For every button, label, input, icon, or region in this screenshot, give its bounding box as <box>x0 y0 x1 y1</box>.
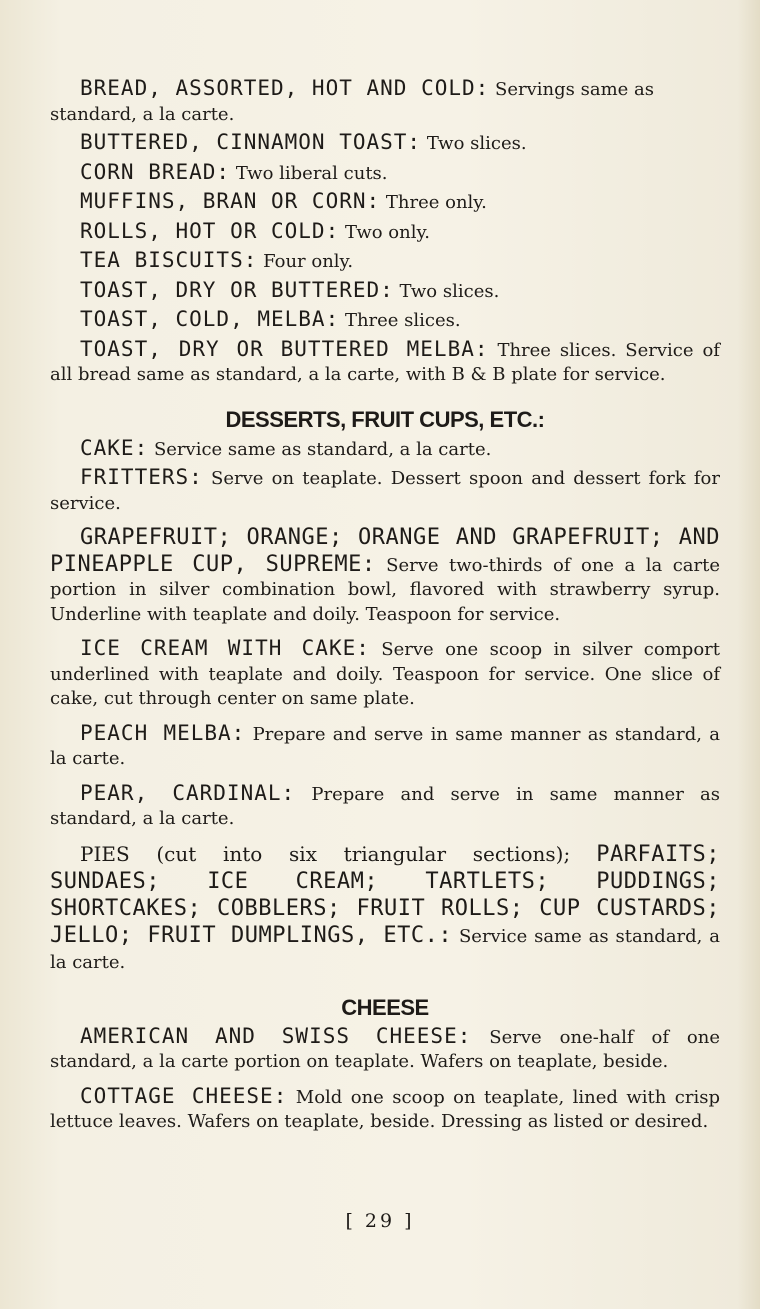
bread-entry <box>50 76 720 127</box>
bread-service-note: Service of all bread same as standard, a la carte, with B & B plate for service. <box>50 339 720 385</box>
entry-heading: PEACH MELBA: <box>80 720 246 745</box>
entry-heading: PEAR, CARDINAL: <box>80 780 296 805</box>
dessert-entry <box>50 841 720 976</box>
entry-heading: TOAST, COLD, MELBA: <box>80 307 340 331</box>
entry-text: Two slices. <box>426 133 527 154</box>
entry-heading-lead: PIES (cut into six triangular sections); <box>80 841 571 866</box>
bread-entry <box>50 219 720 246</box>
entry-text: Four only. <box>263 251 354 272</box>
entry-heading: TOAST, DRY OR BUTTERED MELBA: <box>80 336 489 361</box>
entry-text: Three slices. <box>344 310 461 331</box>
entry-heading: BUTTERED, CINNAMON TOAST: <box>80 130 422 154</box>
entry-text: Serve on teaplate. Dessert spoon and dessert fork for service. <box>50 468 720 514</box>
bread-entry <box>50 130 720 157</box>
dessert-entry <box>50 636 720 712</box>
entry-heading: ROLLS, HOT OR COLD: <box>80 218 340 243</box>
entry-heading: FRITTERS: <box>80 465 203 489</box>
entry-text: Service same as standard, a la carte. <box>153 438 492 460</box>
entry-text: Serve two-thirds of one a la carte portion in silver combination bowl, flavored with strawberry syrup. Underline with teaplate and doily. Teaspoon for service. <box>50 554 721 625</box>
entry-text: Serve one scoop in silver comport underlined with teaplate and doily. Teaspoon for service. One slice of cake, cut through center on same plate. <box>50 639 720 709</box>
entry-heading: GRAPEFRUIT; ORANGE; ORANGE AND GRAPEFRUIT; AND PINEAPPLE CUP, SUPREME: <box>50 525 720 577</box>
entry-heading: AMERICAN AND SWISS CHEESE: <box>80 1023 472 1048</box>
entry-heading: CORN BREAD: <box>80 159 231 184</box>
bread-entry <box>50 278 720 305</box>
entry-text: Prepare and serve in same manner as standard, a la carte. <box>50 783 720 829</box>
bread-entry <box>50 337 720 388</box>
entry-heading: TOAST, DRY OR BUTTERED: <box>80 277 394 302</box>
cheese-entry <box>50 1024 720 1075</box>
bread-entry <box>50 189 720 216</box>
entry-text: Three only. <box>385 192 487 213</box>
page-number: [ 29 ] <box>345 1210 415 1232</box>
bread-entry <box>50 160 720 187</box>
entry-heading: COTTAGE CHEESE: <box>80 1083 288 1108</box>
cheese-entry <box>50 1084 720 1135</box>
entry-text: Serve one-half of one standard, a la carte portion on teaplate. Wafers on teaplate, beside. <box>50 1026 720 1072</box>
entry-text: Two slices. <box>399 280 500 302</box>
entry-text: Prepare and serve in same manner as standard, a la carte. <box>50 723 720 769</box>
bread-entry <box>50 307 720 334</box>
page-content <box>50 76 720 1135</box>
entry-text: Servings same as standard, a la carte. <box>50 79 654 125</box>
dessert-entry <box>50 525 720 627</box>
dessert-entry <box>50 465 720 516</box>
entry-heading: MUFFINS, BRAN OR CORN: <box>80 189 381 213</box>
entry-text: Two only. <box>344 221 430 243</box>
dessert-entry <box>50 781 720 832</box>
section-title-cheese: CHEESE <box>341 994 429 1020</box>
entry-text: Three slices. <box>497 339 617 361</box>
entry-text: Service same as standard, a la carte. <box>50 925 721 973</box>
dessert-entry <box>50 436 720 463</box>
bread-entry <box>50 248 720 275</box>
entry-heading: PARFAITS; SUNDAES; ICE CREAM; TARTLETS; PUDDINGS; SHORTCAKES; COBBLERS; FRUIT ROLLS; CUP CUSTARDS; JELLO; FRUIT DUMPLINGS, ETC.: <box>50 841 720 948</box>
entry-heading: BREAD, ASSORTED, HOT AND COLD: <box>80 76 490 100</box>
entry-heading: ICE CREAM WITH CAKE: <box>80 636 370 660</box>
dessert-entry <box>50 721 720 772</box>
section-title-desserts: DESSERTS, FRUIT CUPS, ETC.: <box>225 406 545 432</box>
entry-text: Mold one scoop on teaplate, lined with crisp lettuce leaves. Wafers on teaplate, beside. Dressing as listed or desired. <box>50 1086 720 1132</box>
entry-heading: TEA BISCUITS: <box>80 248 258 272</box>
entry-text: Two liberal cuts. <box>235 162 388 184</box>
entry-heading: CAKE: <box>80 435 149 460</box>
